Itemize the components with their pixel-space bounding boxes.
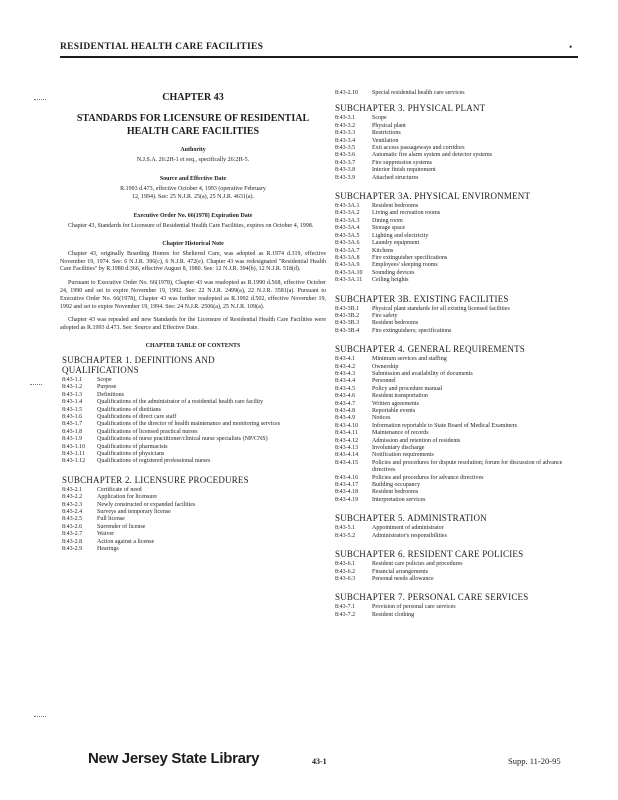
section-number: 8:43-1.12 (62, 458, 86, 465)
history-label: Chapter Historical Note (162, 240, 224, 247)
section-number: 8:43-3A.10 (335, 269, 363, 276)
section-number: 8:43-7.1 (335, 604, 356, 611)
toc-entry (333, 460, 581, 475)
authority-label: Authority (180, 147, 206, 153)
section-title: Restrictions (372, 130, 401, 137)
section-number: 8:43-2.5 (62, 516, 83, 523)
section-title: Qualifications of physicians (97, 451, 165, 458)
section-number: 8:43-1.7 (62, 421, 83, 428)
section-title: Dining room (372, 217, 403, 224)
section-title: Living and recreation rooms (372, 210, 441, 217)
section-title: Application for licensure (97, 494, 157, 501)
toc-entry (333, 445, 581, 452)
toc-entry (333, 386, 581, 393)
section-title: Resident bedrooms (372, 320, 419, 327)
section-title: Waiver (97, 531, 115, 538)
toc-entry (333, 576, 581, 583)
toc-entry (333, 533, 581, 540)
section-title: Submission and availability of documents (372, 370, 473, 377)
section-number: 8:43-2.4 (62, 509, 83, 516)
subchapter-title: SUBCHAPTER 7. PERSONAL CARE SERVICES (335, 592, 529, 603)
toc-entry (333, 438, 581, 445)
toc-entry (333, 393, 581, 400)
section-title: Purpose (97, 384, 117, 391)
toc-entry (333, 175, 581, 182)
toc-entry (333, 430, 581, 437)
section-number: 8:43-2.3 (62, 501, 83, 508)
section-number: 8:43-3.4 (335, 137, 356, 144)
history-paragraph: Chapter 43, originally Boarding Homes for Sheltered Care, was adopted as R.1974 d.319, effective November 19, 1974. See: 6 N.J.R. 396(c), 6 N.J.R. 472(e). Chapter 43 was redesignated "Residential Health Care Facilities" by R.1980 d.366, effective August 8, 1980. See: 12 N.J.R. 394(b), 12 N.J.R. 518(d). (60, 250, 326, 273)
section-number: 8:43-2.6 (62, 523, 83, 530)
toc-entry (60, 399, 326, 406)
section-number: 8:43-4.15 (335, 459, 359, 466)
toc-entry (333, 130, 581, 137)
chapter-number: CHAPTER 43 (162, 92, 224, 103)
subchapter-2 (60, 475, 326, 554)
section-number: 8:43-3A.3 (335, 217, 360, 224)
subchapter-3a (333, 191, 581, 284)
section-number: 8:43-1.2 (62, 384, 83, 391)
toc-entry (333, 167, 581, 174)
toc-entry (333, 328, 581, 335)
toc-entry (333, 248, 581, 255)
toc-entry (333, 482, 581, 489)
section-title: Ownership (372, 363, 399, 370)
toc-entry (333, 356, 581, 363)
section-number: 8:43-3A.11 (335, 277, 363, 284)
section-title: Resident clothing (372, 611, 415, 618)
subchapter-6 (333, 549, 581, 583)
section-title: Resident bedrooms (372, 489, 419, 496)
toc-entry (333, 313, 581, 320)
section-number: 8:43-5.1 (335, 525, 356, 532)
header-dot: • (569, 42, 573, 52)
section-number: 8:43-4.16 (335, 474, 359, 481)
section-title: Personal needs allowance (372, 575, 434, 582)
section-number: 8:43-2.10 (335, 90, 359, 96)
section-number: 8:43-1.5 (62, 406, 83, 413)
toc-entry (333, 203, 581, 210)
section-number: 8:43-3.5 (335, 145, 356, 152)
section-title: Physical plant standards for all existing licensed facilities (372, 305, 510, 312)
running-head: RESIDENTIAL HEALTH CARE FACILITIES (60, 42, 264, 52)
section-number: 8:43-3B.1 (335, 305, 360, 312)
section-title: Qualifications of the administrator of a residential health care facility (97, 399, 264, 406)
section-number: 8:43-2.2 (62, 494, 83, 501)
toc-entry (333, 525, 581, 532)
section-title: Fire extinguishers; specifications (372, 327, 452, 334)
subchapter-title: SUBCHAPTER 4. GENERAL REQUIREMENTS (335, 344, 525, 355)
section-title: Policy and procedure manual (372, 385, 443, 392)
section-title: Action against a license (97, 538, 155, 545)
toc-entry (333, 561, 581, 568)
section-title: Definitions (97, 391, 124, 398)
section-title: Resident transportation (372, 393, 428, 400)
section-title: Information reportable to State Board of Medical Examiners (372, 422, 518, 429)
section-number: 8:43-3B.3 (335, 320, 360, 327)
section-number: 8:43-3.7 (335, 159, 356, 166)
section-title: Provision of personal care services (372, 604, 456, 611)
history-paragraph: Chapter 43 was repealed and new Standards for the Licensure of Residential Health Care Facilities were adopted as R.1993 d.473. See: Source and Effective Date. (60, 317, 326, 332)
subchapter-3b (333, 294, 581, 336)
section-number: 8:43-6.1 (335, 561, 356, 568)
toc-entry (333, 218, 581, 225)
section-number: 8:43-3B.4 (335, 327, 360, 334)
toc-entry (333, 255, 581, 262)
section-title: Hearings (97, 546, 119, 553)
toc-entry (333, 401, 581, 408)
section-title: Fire extinguisher specifications (372, 254, 448, 261)
section-title: Ventilation (372, 137, 399, 144)
executive-order-label: Executive Order No. 66(1978) Expiration Date (133, 213, 253, 219)
subchapter-7 (333, 592, 581, 619)
section-title: Personnel (372, 378, 396, 385)
section-title: Fire safety (372, 312, 398, 319)
section-title: Employees' sleeping rooms (372, 262, 438, 269)
section-number: 8:43-4.17 (335, 482, 359, 489)
toc-entry (333, 240, 581, 247)
margin-mark (34, 99, 46, 100)
chapter-title: STANDARDS FOR LICENSURE OF RESIDENTIAL HEALTH CARE FACILITIES (76, 113, 310, 137)
toc-entry (333, 408, 581, 415)
section-title: Notices (372, 415, 391, 422)
section-title: Ceiling heights (372, 277, 409, 284)
subchapter-5 (333, 513, 581, 540)
toc-entry (60, 516, 326, 523)
source-text: R.1993 d.473, effective October 4, 1993 (operative February 12, 1994). See: 25 N.J.R. 25(a), 25 N.J.R. 4631(a). (120, 186, 266, 200)
section-title: Resident bedrooms (372, 203, 419, 210)
page-number: 43-1 (312, 757, 327, 766)
subchapter-title: SUBCHAPTER 3. PHYSICAL PLANT (335, 103, 486, 114)
section-number: 8:43-3A.5 (335, 232, 360, 239)
section-title: Surveys and temporary license (97, 509, 171, 516)
section-number: 8:43-4.6 (335, 393, 356, 400)
section-number: 8:43-4.4 (335, 378, 356, 385)
toc-entry (333, 123, 581, 130)
section-title: Storage space (372, 225, 406, 232)
toc-entry (333, 90, 581, 97)
section-title: Admission and retention of residents (372, 437, 461, 444)
toc-entry (333, 270, 581, 277)
section-title: Qualifications of nurse practitioner/clinical nurse specialists (NP/CNS) (97, 436, 268, 443)
section-title: Written agreements (372, 400, 419, 407)
section-number: 8:43-1.3 (62, 391, 83, 398)
section-number: 8:43-1.4 (62, 399, 83, 406)
section-title: Administrator's responsibilities (372, 532, 447, 539)
section-number: 8:43-1.6 (62, 414, 83, 420)
section-number: 8:43-4.5 (335, 385, 356, 392)
section-number: 8:43-3.2 (335, 122, 356, 129)
section-number: 8:43-3A.6 (335, 240, 360, 247)
toc-entry (333, 612, 581, 619)
subchapter-4 (333, 344, 581, 504)
toc-entry (333, 364, 581, 371)
toc-entry (333, 569, 581, 576)
toc-entry (333, 497, 581, 504)
subchapter-3 (333, 103, 581, 182)
subchapter-title: SUBCHAPTER 3B. EXISTING FACILITIES (335, 293, 509, 304)
toc-entry (333, 225, 581, 232)
toc-entry (333, 475, 581, 482)
section-number: 8:43-4.13 (335, 445, 359, 452)
section-number: 8:43-2.1 (62, 486, 83, 493)
toc-entry (60, 546, 326, 553)
section-title: Building occupancy (372, 482, 421, 489)
section-title: Reportable events (372, 408, 416, 414)
toc-entry (60, 539, 326, 546)
toc-entry (60, 502, 326, 509)
section-title: Notification requirements (372, 452, 434, 459)
section-title: Scope (97, 376, 112, 383)
section-number: 8:43-3A.4 (335, 225, 360, 232)
subchapter-title: SUBCHAPTER 5. ADMINISTRATION (335, 513, 487, 524)
toc-entry (333, 152, 581, 159)
section-title: Physical plant (372, 122, 406, 129)
section-title: Certificate of need (97, 486, 142, 493)
left-column (60, 88, 326, 554)
authority-text: N.J.S.A. 26:2H-1 et seq., specifically 26:2H-5. (136, 157, 250, 163)
toc-entry (60, 524, 326, 531)
margin-mark (30, 384, 42, 385)
section-number: 8:43-4.11 (335, 430, 358, 437)
toc-entry (333, 452, 581, 459)
section-number: 8:43-3.9 (335, 174, 356, 181)
toc-entry (333, 378, 581, 385)
section-title: Maintenance of records (372, 430, 429, 437)
toc-entry (333, 320, 581, 327)
section-number: 8:43-3A.1 (335, 203, 360, 210)
section-number: 8:43-6.3 (335, 575, 356, 582)
section-number: 8:43-1.9 (62, 436, 83, 443)
section-number: 8:43-1.8 (62, 428, 83, 435)
toc-entry (60, 444, 326, 451)
header-rule (60, 56, 578, 58)
section-title: Fire suppression systems (372, 159, 432, 166)
section-number: 8:43-4.9 (335, 415, 356, 422)
section-number: 8:43-3B.2 (335, 312, 360, 319)
toc-entry (60, 384, 326, 391)
section-title: Sounding devices (372, 269, 415, 276)
toc-entry (333, 371, 581, 378)
section-number: 8:43-4.2 (335, 363, 356, 370)
toc-entry (333, 160, 581, 167)
toc-entry (333, 415, 581, 422)
subchapter-title: SUBCHAPTER 6. RESIDENT CARE POLICIES (335, 549, 524, 560)
toc-entry (60, 458, 326, 465)
toc-entry (333, 138, 581, 145)
executive-order-text: Chapter 43, Standards for Licensure of Residential Health Care Facilities, expires on October 4, 1998. (68, 223, 314, 229)
section-title: Appointment of administrator (372, 525, 444, 532)
subchapter-1 (60, 355, 326, 466)
section-title: Minimum services and staffing (372, 356, 447, 363)
section-title: Laundry equipment (372, 240, 420, 247)
toc-entry (333, 210, 581, 217)
section-title: Attached structures (372, 174, 419, 181)
section-number: 8:43-2.7 (62, 531, 83, 538)
section-title: Qualifications of registered professional nurses (97, 458, 211, 465)
section-title: Involuntary discharge (372, 445, 425, 452)
section-number: 8:43-4.12 (335, 437, 359, 444)
section-number: 8:43-3.1 (335, 115, 356, 122)
section-number: 8:43-1.1 (62, 376, 83, 383)
section-number: 8:43-4.8 (335, 408, 356, 414)
toc-entry (333, 115, 581, 122)
section-number: 8:43-3A.8 (335, 254, 360, 261)
section-number: 8:43-3.8 (335, 167, 356, 174)
section-number: 8:43-2.9 (62, 546, 83, 553)
section-title: Interpretation services (372, 496, 426, 503)
section-number: 8:43-4.10 (335, 422, 359, 429)
section-number: 8:43-1.10 (62, 443, 86, 450)
section-number: 8:43-3A.2 (335, 210, 360, 217)
section-number: 8:43-4.18 (335, 489, 359, 496)
section-title: Full license (97, 516, 125, 523)
section-number: 8:43-4.1 (335, 356, 356, 363)
toc-entry (333, 489, 581, 496)
section-title: Exit access passageways and corridors (372, 145, 465, 152)
section-number: 8:43-7.2 (335, 611, 356, 618)
section-title: Kitchens (372, 247, 394, 254)
toc-entry (60, 509, 326, 516)
section-title: Surrender of license (97, 523, 146, 530)
section-title: Qualifications of licensed practical nurses (97, 428, 198, 435)
section-title: Resident care policies and procedures (372, 561, 463, 568)
section-title: Qualifications of pharmacists (97, 443, 168, 450)
section-title: Policies and procedures for dispute resolution; forum for discussion of advance directives (372, 459, 563, 474)
toc-entry (60, 531, 326, 538)
section-title: Financial arrangements (372, 568, 429, 575)
section-number: 8:43-2.8 (62, 538, 83, 545)
toc-entry (60, 494, 326, 501)
section-title: Interior finish requirement (372, 167, 436, 174)
section-number: 8:43-4.19 (335, 496, 359, 503)
section-number: 8:43-4.7 (335, 400, 356, 407)
toc-label: CHAPTER TABLE OF CONTENTS (145, 342, 241, 349)
section-title: Qualifications of direct care staff (97, 414, 177, 420)
toc-entry (333, 423, 581, 430)
subchapter-title: SUBCHAPTER 2. LICENSURE PROCEDURES (62, 474, 249, 485)
section-title: Automatic fire alarm system and detector systems (372, 152, 492, 159)
subchapter-title: SUBCHAPTER 3A. PHYSICAL ENVIRONMENT (335, 191, 531, 202)
history-paragraph: Pursuant to Executive Order No. 66(1978), Chapter 43 was readopted as R.1990 d.568, effective October 24, 1990 and set to expire November 19, 1992. See: 22 N.J.R. 2499(a), 22 N.J.R. 3581(a). Pursuant to Executive Order No. 66(1978), Chapter 43 was further readopted as R.1992 d.502, effective November 19, 1992 and set to expire November 19, 1994. See: 24 N.J.R. 2506(a), 25 N.J.R. 109(a). (60, 280, 326, 310)
section-title: Newly constructed or expanded facilities (97, 501, 196, 508)
toc-entry (333, 306, 581, 313)
toc-entry (60, 377, 326, 384)
subchapter-title: SUBCHAPTER 1. DEFINITIONS AND QUALIFICATIONS (62, 354, 215, 375)
toc-entry (60, 421, 326, 428)
toc-entry (333, 233, 581, 240)
section-number: 8:43-3.6 (335, 152, 356, 159)
toc-entry (60, 436, 326, 443)
section-number: 8:43-3A.9 (335, 262, 360, 269)
toc-entry (333, 604, 581, 611)
right-column (333, 90, 581, 619)
section-number: 8:43-4.3 (335, 370, 356, 377)
toc-entry (333, 277, 581, 284)
section-number: 8:43-5.2 (335, 532, 356, 539)
section-title: Policies and procedures for advance directives (372, 474, 484, 481)
section-title: Qualifications of dietitians (97, 406, 161, 413)
section-number: 8:43-3A.7 (335, 247, 360, 254)
toc-entry (333, 262, 581, 269)
section-number: 8:43-1.11 (62, 451, 85, 458)
library-stamp: New Jersey State Library (88, 750, 260, 767)
margin-mark (34, 716, 46, 717)
section-number: 8:43-3.3 (335, 130, 356, 137)
toc-entry (60, 407, 326, 414)
section-title: Lighting and electricity (372, 232, 429, 239)
section-number: 8:43-6.2 (335, 568, 356, 575)
source-label: Source and Effective Date (159, 176, 227, 182)
section-title: Special residential health care services (372, 90, 465, 96)
supplement-date: Supp. 11-20-95 (508, 756, 561, 766)
section-number: 8:43-4.14 (335, 452, 359, 459)
section-title: Qualifications of the director of health maintenance and monitoring services (97, 421, 281, 428)
section-title: Scope (372, 115, 387, 122)
